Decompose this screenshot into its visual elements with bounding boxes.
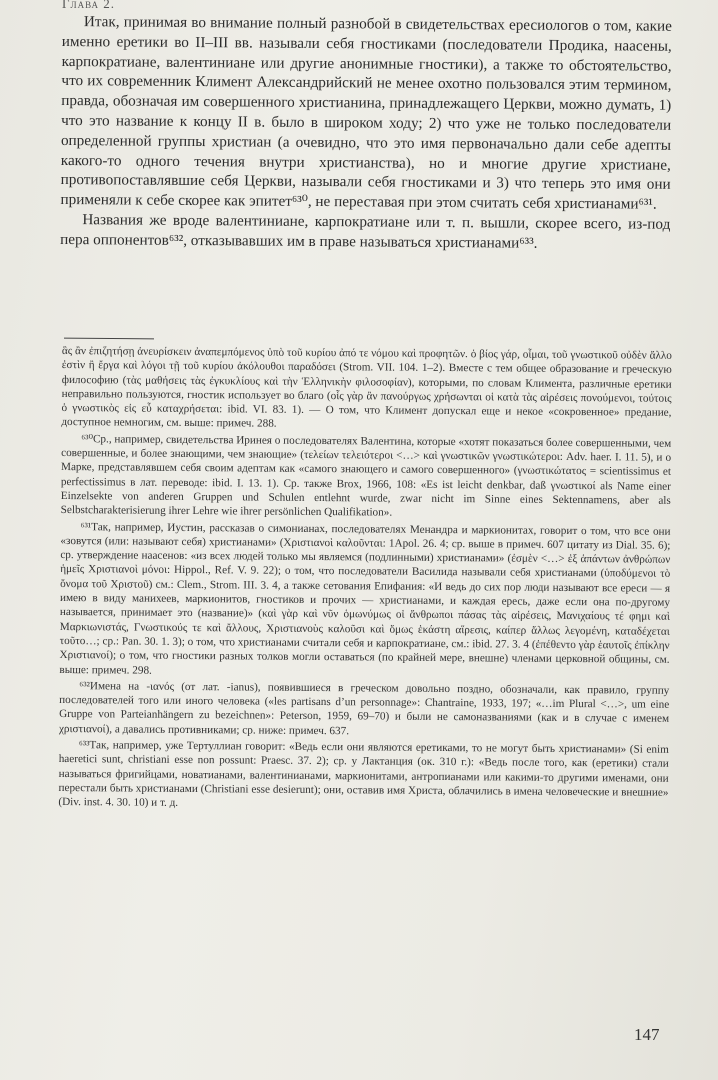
footnote-632: ⁶³²Имена на -ιανός (от лат. -ianus), появившиеся в греческом довольно поздно, обозначали, как правило, группу последователей того или иного человека («les partisans d’un personnage»: Chantraine, 1933, 197; «…im Plural <…>, um eine Gruppe von Parteianhängern zu bezeichnen»: Peterson, 1959, 69–70) и были не самоназваниями (как и в случае с именем χριστιανοί), а давались противниками; ср. ниже: примеч. 637. [58,679,670,737]
running-header: Глава 2. [62,0,116,11]
footnotes [58,344,672,816]
footnote-629-continued: ἃς ἂν ἐπιζητήσῃ ἀνευρίσκειν ἀναπεμπόμενος ὑπὸ τοῦ κυρίου ἀπό τε νόμου καὶ προφητῶν. ὁ βίος γάρ, οἶμαι, τοῦ γνωστικοῦ οὐδὲν ἄλλο ἐστὶν ἢ ἔργα καὶ λόγοι τῇ τοῦ κυρίου ἀκόλουθοι παραδόσει (Strom. VII. 104. 1–2). Вместе с тем общее образование и греческую философию (τὰς μαθήσεις τὰς ἐγκυκλίους καὶ τὴν Ἑλληνικὴν φιλοσοφίαν), которыми, по словам Климента, различные еретики неправильно пользуются, гностик использует во благо (οἷς γὰρ ἂν πανούργως χρήσωνται οἱ κατὰ τὰς αἱρέσεις πονούμενοι, τούτοις ὁ γνωστικὸς εἰς εὖ καταχρήσεται: ibid. VI. 83. 1). — О том, что Климент допускал еще и некое «сокровенное» предание, доступное немногим, см. выше: примеч. 288. [61,344,672,431]
footnote-rule [64,338,154,340]
footnote-630: ⁶³⁰Ср., например, свидетельства Иринея о последователях Валентина, которые «хотят показаться более совершенными, чем совершенные, и более знающими, чем знающие» (τελείων τελειότεροι <…> καὶ γνωστικῶν γνωστικώτεροι: Adv. haer. I. 11. 5), и о Марке, представлявшем себя своим адептам как «самого знающего и самого совершенного» (γνωστικώτατος = scientissimus et perfectissimus в лат. переводе: ibid. I. 13. 1). Ср. также Brox, 1966, 108: «Es ist leicht denkbar, daß γνωστικοί als Name einer Einzelsekte von anderen Gruppen und Schulen entlehnt wurde, zwar nicht im Sinne eines Sektennamens, aber als Selbstcharakterisierung ihrer Lehre wie ihrer persönlichen Qualifikation». [60,432,672,519]
page-number: 147 [634,1025,660,1044]
main-text [60,12,672,254]
paragraph-1: Итак, принимая во внимание полный разнобой в свидетельствах ересиологов о том, какие именно еретики во II–III вв. называли себя гностиками (последователи Продика, наасены, карпократиане, валентиниане или другие анонимные гностики), а также то обстоятельство, что их современник Климент Александрийский не менее охотно пользовался этим термином, правда, обозначая им совершенного христианина, принадлежащего Церкви, можно думать, 1) что это название к концу II в. было в широком ходу; 2) что уже не только последователи определенной группы христиан (а очевидно, что это имя первоначально дали себе адепты какого-то одного течения внутри христианства), но и многие другие христиане, противопоставлявшие себя Церкви, называли себя гностиками и 3) что теперь это имя они применяли к себе скорее как эпитет⁶³⁰, не переставая при этом считать себя христианами⁶³¹. [60,13,672,213]
footnote-633: ⁶³³Так, например, уже Тертуллиан говорит: «Ведь если они являются еретиками, то не могут быть христианами» (Si enim haeretici sunt, christiani esse non possunt: Praesc. 37. 2); ср. у Лактанция (ок. 310 г.): «Ведь после того, как (еретики) стали называться фригийцами, новатианами, валентинианами, маркионитами, антропианами или какими-то другими именами, они перестали быть христианами (Christiani esse desierunt); они, оставив имя Христа, облачились в имена человеческие и внешние» (Div. inst. 4. 30. 10) и т. д. [58,739,669,810]
footnote-631: ⁶³¹Так, например, Иустин, рассказав о симонианах, последователях Менандра и маркионитах, говорит о том, что все они «зовутся (или: называют себя) христианами» (Χριστιανοὶ καλοῦνται: 1Apol. 26. 4; ср. выше в примеч. 607 цитату из Dial. 35. 6); ср. утверждение наасенов: «из всех людей только мы являемся (подлинными) христианами» (ἐσμὲν <…> ἐξ ἁπάντων ἀνθρώπων ἡμεῖς Χριστιανοὶ μόνοι: Hippol., Ref. V. 9. 22); о том, что последователи Василида называли себя христианами (ὑποδύμενοι τὸ ὄνομα τοῦ Χριστοῦ) см.: Clem., Strom. III. 3. 4, а также сетования Епифания: «И ведь до сих пор люди называют все ереси — я имею в виду манихеев, маркионитов, гностиков и прочих — христианами, и каждая ересь, даже если она по-другому называется, принимает это (название)» (καὶ γὰρ καὶ νῦν ὁμωνύμως οἱ ἄνθρωποι πάσας τὰς αἱρέσεις, Μανιχαίους τέ φημι καὶ Μαρκιωνιστάς, Γνωστικούς τε καὶ ἄλλους, Χριστιανοὺς καλοῦσι καὶ ὅμως ἑκάστη αἵρεσις, καίπερ ἄλλως λεγομένη, καταδέχεται τοῦτο…; ср.: Pan. 30. 1. 3); о том, что христианами считали себя и карпократиане, см.: ibid. 27. 3. 4 (ἐπέθεντο γὰρ ἑαυτοῖς ἐπίκλην Χριστιανοί); о том, что гностики разных толков могли оставаться (по крайней мере, внешне) членами церковной общины, см. выше: примеч. 298. [59,520,671,677]
paragraph-2: Названия же вроде валентиниане, карпократиане или т. п. вышли, скорее всего, из-под пера оппонентов⁶³², отказывавших им в праве называться христианами⁶³³. [60,211,671,252]
